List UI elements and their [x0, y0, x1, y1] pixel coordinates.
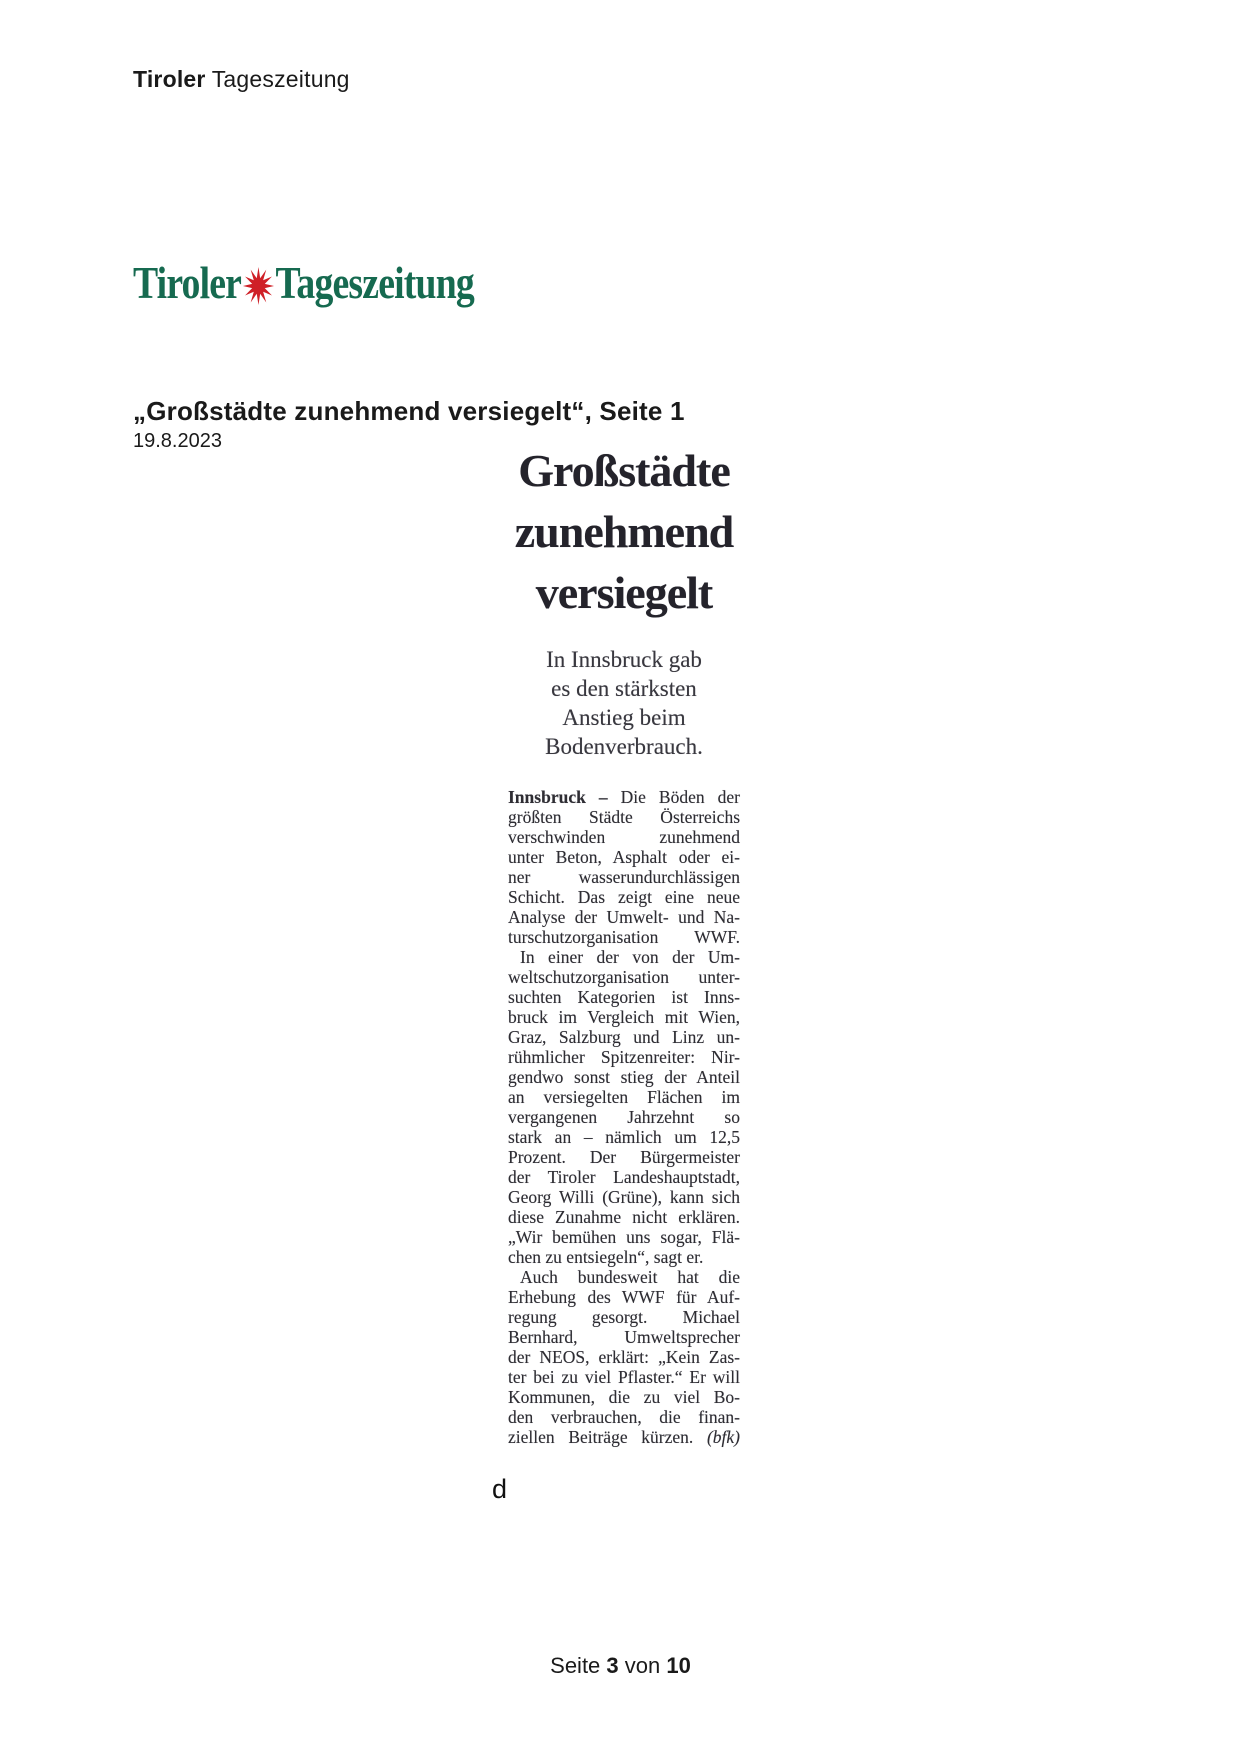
article-body-line: Schicht. Das zeigt eine neue — [508, 887, 740, 907]
document-header-brand-regular: Tageszeitung — [205, 66, 350, 92]
article-body-line: ner wasserundurchlässigen — [508, 867, 740, 887]
article-title-line: versiegelt — [535, 567, 713, 618]
article-body-line: der Tiroler Landeshauptstadt, — [508, 1167, 740, 1187]
article-body-line: unter Beton, Asphalt oder ei- — [508, 847, 740, 867]
article-paragraph — [508, 947, 740, 1267]
article-body-line: turschutzorganisation WWF. — [508, 927, 740, 947]
article-body-line: stark an – nämlich um 12,5 — [508, 1127, 740, 1147]
clipping-date: 19.8.2023 — [133, 430, 222, 452]
article-body-line: „Wir bemühen uns sogar, Flä- — [508, 1227, 740, 1247]
stray-scan-character: d — [492, 1474, 508, 1504]
article-subtitle-line: Bodenverbrauch. — [545, 734, 703, 759]
article-body-line: suchten Kategorien ist Inns- — [508, 987, 740, 1007]
article-body-line: Georg Willi (Grüne), kann sich — [508, 1187, 740, 1207]
article-body-line: Innsbruck – Die Böden der — [508, 787, 740, 807]
article-body-line: größten Städte Österreichs — [508, 807, 740, 827]
document-header-brand-bold: Tiroler — [133, 66, 206, 92]
article-body-line: In einer der von der Um- — [520, 947, 740, 967]
newspaper-masthead-logo — [133, 254, 474, 308]
article-body — [508, 787, 740, 1447]
article-body-line: weltschutzorganisation unter- — [508, 967, 740, 987]
article-body-line: den verbrauchen, die finan- — [508, 1407, 740, 1427]
article-body-line: verschwinden zunehmend — [508, 827, 740, 847]
clipping-headline: „Großstädte zunehmend versiegelt“, Seite 1 — [133, 396, 685, 426]
tyrolean-eagle-icon — [242, 266, 275, 306]
article-body-line: Graz, Salzburg und Linz un- — [508, 1027, 740, 1047]
article-body-line: Analyse der Umwelt- und Na- — [508, 907, 740, 927]
footer-total-pages: 10 — [666, 1653, 691, 1678]
article-body-line: chen zu entsiegeln“, sagt er. — [508, 1247, 704, 1267]
article-subtitle-line: In Innsbruck gab — [546, 647, 702, 672]
page-footer — [0, 1653, 1241, 1679]
article-body-line: gendwo sonst stieg der Anteil — [508, 1067, 740, 1087]
footer-current-page: 3 — [606, 1653, 619, 1678]
article-title-line: Großstädte — [518, 445, 730, 496]
masthead-word-tageszeitung: Tageszeitung — [275, 257, 474, 308]
article-body-line: bruck im Vergleich mit Wien, — [508, 1007, 740, 1027]
article-paragraph — [508, 787, 740, 947]
article-body-line: Kommunen, die zu viel Bo- — [508, 1387, 740, 1407]
article-body-line: rühmlicher Spitzenreiter: Nir- — [508, 1047, 740, 1067]
article-body-line: an versiegelten Flächen im — [508, 1087, 740, 1107]
masthead-word-tiroler: Tiroler — [133, 257, 242, 308]
article-body-line: diese Zunahme nicht erklären. — [508, 1207, 740, 1227]
article-body-line: der NEOS, erklärt: „Kein Zas- — [508, 1347, 740, 1367]
article-body-line: ziellen Beiträge kürzen. (bfk) — [508, 1427, 740, 1447]
article-paragraph — [508, 1267, 740, 1447]
article-clipping — [496, 440, 752, 1447]
article-subtitle-line: es den stärksten — [551, 676, 697, 701]
article-body-line: Bernhard, Umweltsprecher — [508, 1327, 740, 1347]
article-body-line: Erhebung des WWF für Auf- — [508, 1287, 740, 1307]
article-body-line: ter bei zu viel Pflaster.“ Er will — [508, 1367, 740, 1387]
article-title — [496, 440, 752, 623]
article-body-line: vergangenen Jahrzehnt so — [508, 1107, 740, 1127]
article-body-line: Auch bundesweit hat die — [520, 1267, 740, 1287]
footer-separator: von — [618, 1653, 667, 1678]
article-body-line: Prozent. Der Bürgermeister — [508, 1147, 740, 1167]
article-title-line: zunehmend — [514, 506, 734, 557]
article-body-line: regung gesorgt. Michael — [508, 1307, 740, 1327]
document-header — [133, 66, 350, 93]
article-subtitle-line: Anstieg beim — [562, 705, 686, 730]
article-subtitle — [496, 645, 752, 761]
footer-prefix: Seite — [550, 1653, 607, 1678]
